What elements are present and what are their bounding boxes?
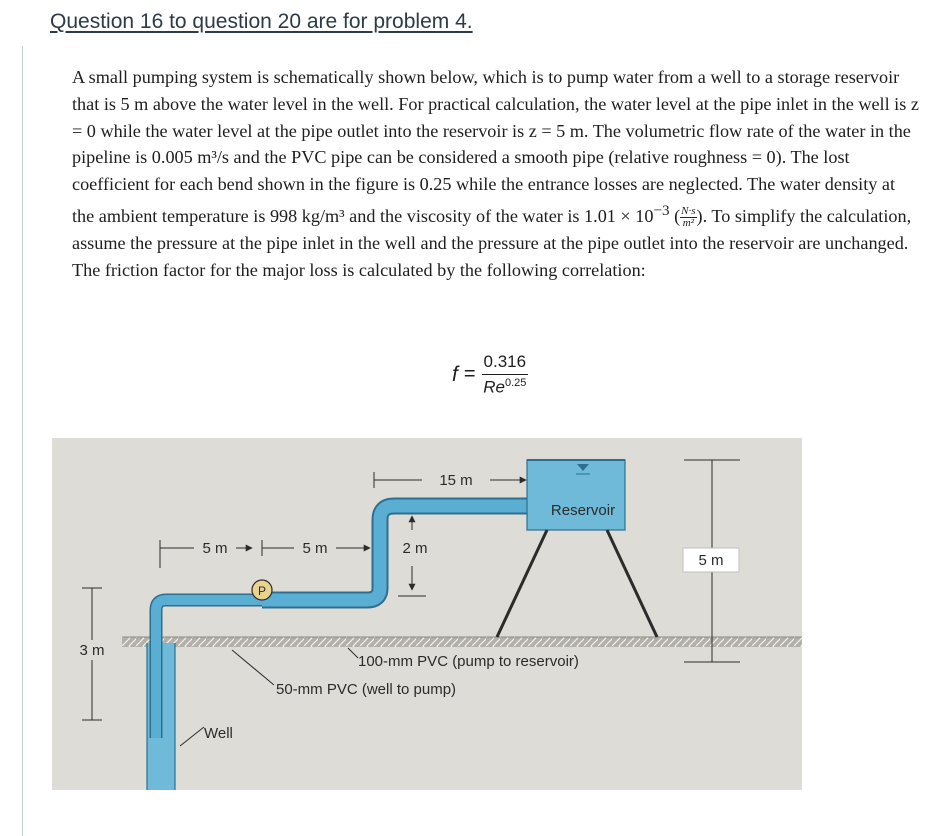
ground-surface: [122, 637, 802, 647]
reservoir-tank: [527, 460, 625, 530]
formula-fraction: [482, 352, 529, 398]
formula-denominator-exponent: 0.25: [504, 377, 527, 389]
formula-denominator: [483, 375, 526, 398]
dim-5m-left-label: 5 m: [202, 540, 228, 557]
pumping-system-figure: [52, 438, 802, 790]
pump-label: P: [257, 584, 267, 598]
viscosity-unit-numerator: N·s: [681, 205, 696, 218]
viscosity-unit: [680, 206, 696, 229]
dim-2m-label: 2 m: [402, 540, 428, 557]
dim-15m-label: 15 m: [439, 472, 473, 489]
dim-3m-label: 3 m: [79, 642, 105, 659]
formula-lhs: f: [452, 362, 458, 386]
formula-denominator-base: Re: [483, 377, 505, 397]
problem-text-b: . To simplify the calculation, assume the pressure at the pipe inlet in the well and the pressure at the pipe outlet into the reservoir are unchanged. The friction factor for the major loss is calculated by the following correlation:: [72, 206, 912, 280]
dim-5m-mid-label: 5 m: [302, 540, 328, 557]
formula-equals: =: [463, 363, 476, 386]
well-label: Well: [204, 725, 233, 742]
formula-numerator: 0.316: [482, 352, 529, 375]
section-heading: Question 16 to question 20 are for problem 4.: [50, 10, 473, 33]
viscosity-unit-denominator: m²: [682, 217, 694, 230]
pipe-100mm-label: 100-mm PVC (pump to reservoir): [358, 653, 579, 670]
friction-factor-formula: [452, 352, 528, 398]
left-border-rule: [22, 46, 23, 836]
problem-text-a: A small pumping system is schematically shown below, which is to pump water from a well to a storage reservoir that is 5 m above the water level in the well. For practical calculation, the water level at the pipe inlet in the well is z = 0 while the water level at the pipe outlet into the reservoir is z = 5 m. The volumetric flow rate of the water in the pipeline is 0.005 m³/s and the PVC pipe can be considered a smooth pipe (relative roughness = 0). The lost coefficient for each bend shown in the figure is 0.25 while the entrance losses are neglected. The water density at the ambient temperature is 998 kg/m³ and the viscosity of the water is 1.01 × 10: [72, 67, 919, 227]
problem-statement: [72, 64, 920, 283]
pumping-system-diagram: [52, 438, 802, 790]
viscosity-exponent: −3: [653, 201, 670, 219]
pipe-50mm-label: 50-mm PVC (well to pump): [276, 681, 457, 698]
reservoir-label: Reservoir: [550, 502, 616, 519]
problem-paragraph: A small pumping system is schematically shown below, which is to pump water from a well to a storage reservoir that is 5 m above the water level in the well. For practical calculation, the water level at the pipe inlet in the well is z = 0 while the water level at the pipe outlet into the reservoir is z = 5 m. The volumetric flow rate of the water in the pipeline is 0.005 m³/s and the PVC pipe can be considered a smooth pipe (relative roughness = 0). The lost coefficient for each bend shown in the figure is 0.25 while the entrance losses are neglected. The water density at the ambient temperature is 998 kg/m³ and the viscosity of the water is $1.01 \times 10^{-3}$ ( $\frac{N\cdot s}{\text{m²}}$ ). To simplify the calculation, assume the pressure at the pipe inlet in the well and the pressure at the pipe outlet into the reservoir are unchanged. The friction factor for the major loss is calculated by the following correlation:: [72, 67, 919, 280]
dim-5m-right-label: 5 m: [698, 552, 724, 569]
